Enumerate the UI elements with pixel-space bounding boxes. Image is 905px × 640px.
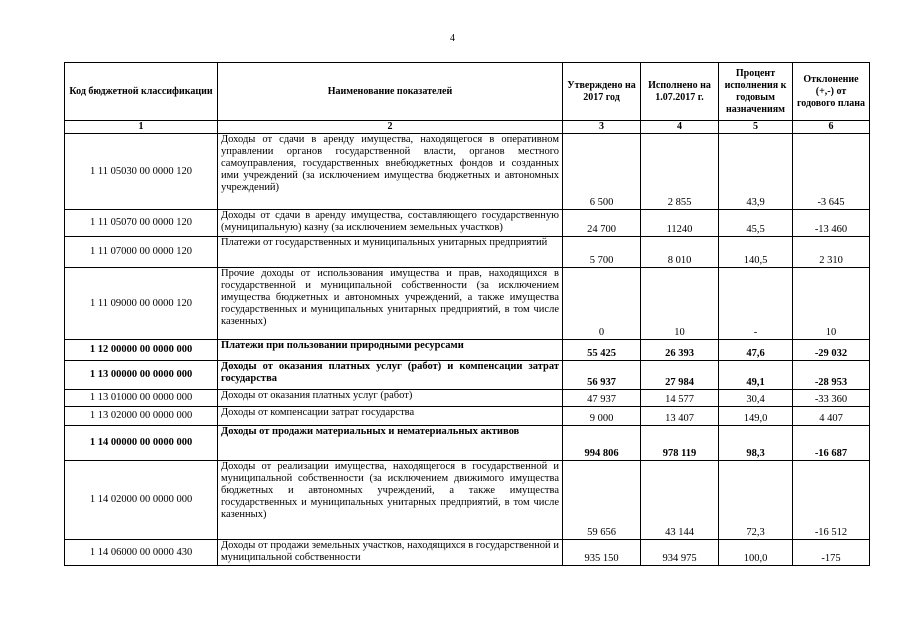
row-name: Платежи при пользовании природными ресурсами <box>218 340 563 361</box>
header-executed: Исполнено на 1.07.2017 г. <box>641 63 719 121</box>
row-executed: 10 <box>641 268 719 340</box>
table-row <box>65 268 870 340</box>
row-approved: 56 937 <box>563 361 641 390</box>
row-code: 1 11 05030 00 0000 120 <box>65 134 218 210</box>
row-name: Доходы от сдачи в аренду имущества, составляющего государственную (муниципальную) казну (за исключением земельных участков) <box>218 210 563 237</box>
row-name: Доходы от продажи материальных и нематериальных активов <box>218 426 563 461</box>
row-code: 1 11 05070 00 0000 120 <box>65 210 218 237</box>
row-approved: 47 937 <box>563 390 641 407</box>
table-row <box>65 210 870 237</box>
row-approved: 5 700 <box>563 237 641 268</box>
row-approved: 935 150 <box>563 540 641 566</box>
row-percent: 47,6 <box>719 340 793 361</box>
page-number: 4 <box>450 33 455 44</box>
row-executed: 978 119 <box>641 426 719 461</box>
row-code: 1 14 06000 00 0000 430 <box>65 540 218 566</box>
row-executed: 27 984 <box>641 361 719 390</box>
table-header-row <box>65 63 870 121</box>
row-executed: 26 393 <box>641 340 719 361</box>
table-row <box>65 407 870 426</box>
row-approved: 24 700 <box>563 210 641 237</box>
table-row <box>65 426 870 461</box>
header-percent: Процент исполнения к годовым назначениям <box>719 63 793 121</box>
row-name: Доходы от сдачи в аренду имущества, находящегося в оперативном управлении органов государственной власти, органов местного самоуправления, государственных внебюджетных фондов и созданных ими учреждений (за исключением имущества бюджетных и автономных учреждений) <box>218 134 563 210</box>
row-name: Доходы от компенсации затрат государства <box>218 407 563 426</box>
column-number: 3 <box>563 121 641 134</box>
row-code: 1 14 02000 00 0000 000 <box>65 461 218 540</box>
row-code: 1 14 00000 00 0000 000 <box>65 426 218 461</box>
row-name: Доходы от продажи земельных участков, находящихся в государственной и муниципальной собственности <box>218 540 563 566</box>
row-deviation: -28 953 <box>793 361 870 390</box>
row-name: Доходы от оказания платных услуг (работ) <box>218 390 563 407</box>
header-deviation: Отклонение (+,-) от годового плана <box>793 63 870 121</box>
row-name: Платежи от государственных и муниципальных унитарных предприятий <box>218 237 563 268</box>
row-code: 1 11 09000 00 0000 120 <box>65 268 218 340</box>
row-name: Доходы от оказания платных услуг (работ) и компенсации затрат государства <box>218 361 563 390</box>
row-deviation: -33 360 <box>793 390 870 407</box>
table-row <box>65 390 870 407</box>
row-deviation: -16 687 <box>793 426 870 461</box>
header-code: Код бюджетной классификации <box>65 63 218 121</box>
table-row <box>65 237 870 268</box>
row-code: 1 13 00000 00 0000 000 <box>65 361 218 390</box>
column-number: 6 <box>793 121 870 134</box>
column-number: 1 <box>65 121 218 134</box>
column-number: 4 <box>641 121 719 134</box>
row-percent: 45,5 <box>719 210 793 237</box>
row-percent: 100,0 <box>719 540 793 566</box>
row-approved: 994 806 <box>563 426 641 461</box>
row-percent: - <box>719 268 793 340</box>
row-executed: 2 855 <box>641 134 719 210</box>
row-code: 1 12 00000 00 0000 000 <box>65 340 218 361</box>
row-executed: 13 407 <box>641 407 719 426</box>
row-deviation: -3 645 <box>793 134 870 210</box>
row-name: Прочие доходы от использования имущества и прав, находящихся в государственной и муниципальной собственности (за исключением имущества бюджетных и автономных учреждений, а также имущества государственных и муниципальных унитарных предприятий, в том числе казенных) <box>218 268 563 340</box>
row-percent: 43,9 <box>719 134 793 210</box>
row-deviation: 4 407 <box>793 407 870 426</box>
column-number: 2 <box>218 121 563 134</box>
row-executed: 43 144 <box>641 461 719 540</box>
header-name: Наименование показателей <box>218 63 563 121</box>
row-executed: 934 975 <box>641 540 719 566</box>
column-number-row <box>65 121 870 134</box>
row-percent: 98,3 <box>719 426 793 461</box>
row-executed: 11240 <box>641 210 719 237</box>
row-percent: 149,0 <box>719 407 793 426</box>
row-approved: 6 500 <box>563 134 641 210</box>
row-code: 1 13 01000 00 0000 000 <box>65 390 218 407</box>
row-code: 1 11 07000 00 0000 120 <box>65 237 218 268</box>
row-deviation: -16 512 <box>793 461 870 540</box>
row-approved: 59 656 <box>563 461 641 540</box>
row-percent: 49,1 <box>719 361 793 390</box>
row-deviation: 10 <box>793 268 870 340</box>
row-percent: 72,3 <box>719 461 793 540</box>
header-approved: Утверждено на 2017 год <box>563 63 641 121</box>
table-row <box>65 461 870 540</box>
table-row <box>65 340 870 361</box>
row-approved: 55 425 <box>563 340 641 361</box>
row-approved: 9 000 <box>563 407 641 426</box>
budget-table <box>64 62 870 566</box>
row-percent: 30,4 <box>719 390 793 407</box>
column-number: 5 <box>719 121 793 134</box>
row-deviation: -13 460 <box>793 210 870 237</box>
row-percent: 140,5 <box>719 237 793 268</box>
row-executed: 8 010 <box>641 237 719 268</box>
table-row <box>65 361 870 390</box>
row-deviation: -175 <box>793 540 870 566</box>
row-executed: 14 577 <box>641 390 719 407</box>
row-name: Доходы от реализации имущества, находящегося в государственной и муниципальной собственности (за исключением движимого имущества бюджетных и автономных учреждений, а также имущества государственных и муниципальных унитарных предприятий, в том числе казенных) <box>218 461 563 540</box>
row-deviation: 2 310 <box>793 237 870 268</box>
row-approved: 0 <box>563 268 641 340</box>
table-row <box>65 134 870 210</box>
row-code: 1 13 02000 00 0000 000 <box>65 407 218 426</box>
table-row <box>65 540 870 566</box>
row-deviation: -29 032 <box>793 340 870 361</box>
